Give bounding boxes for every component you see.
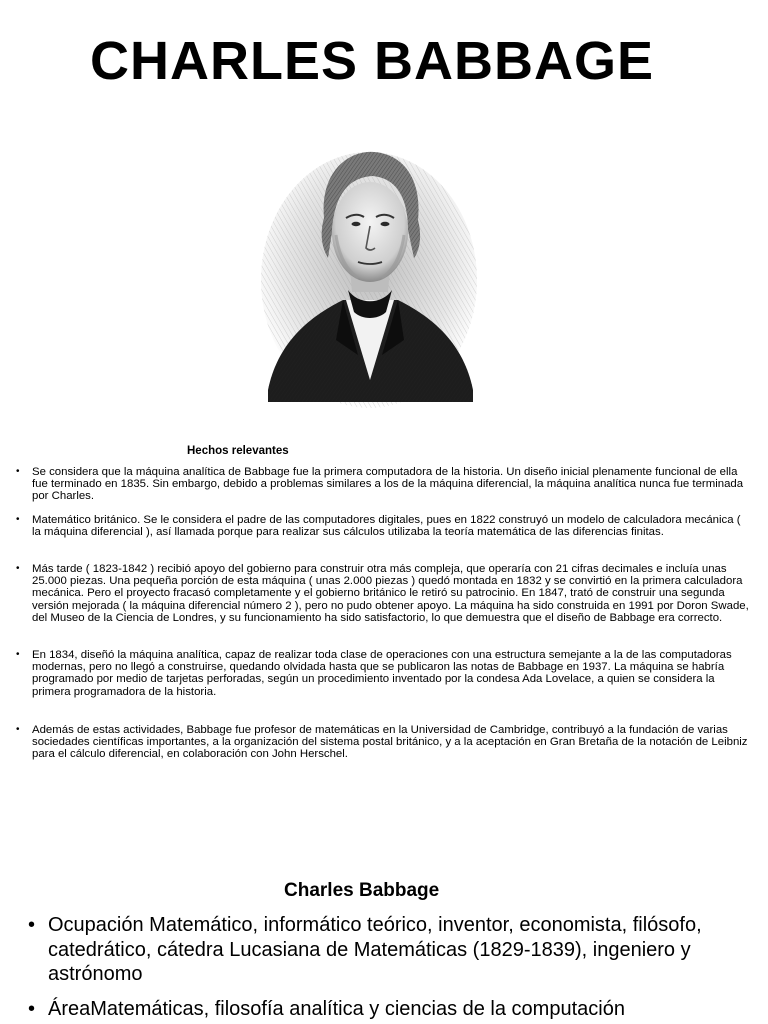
bullet-icon: •	[16, 513, 20, 525]
list-item	[28, 913, 740, 987]
list-item	[14, 563, 750, 624]
list-item	[14, 514, 750, 538]
list-item-text: Matemático británico. Se le considera el padre de las computadores digitales, pues en 1822 construyó un modelo de calculadora mecánica ( la máquina diferencial ), así llamada porque para realizar sus cálculos utilizaba la teoría matemática de las diferencias finitas.	[32, 513, 741, 538]
occupation-text: Ocupación Matemático, informático teórico, inventor, economista, filósofo, catedrático, cátedra Lucasiana de Matemáticas (1829-1839), ingeniero y astrónomo	[48, 914, 702, 985]
bullet-icon: •	[16, 466, 20, 477]
profile-list	[28, 913, 740, 1021]
list-item-text: En 1834, diseñó la máquina analítica, capaz de realizar toda clase de operaciones con una estructura semejante a la de las computadoras modernas, pero no llegó a construirse, quedando olvidada hasta que se publicaron las notas de Babbage en 1937. La máquina se habría programado por medio de tarjetas perforadas, según un procedimiento inventado por la condesa Ada Lovelace, a quien se considera la primera programadora de la historia.	[32, 649, 732, 698]
facts-heading: Hechos relevantes	[187, 445, 289, 457]
bullet-icon: •	[28, 914, 36, 936]
bullet-icon: •	[16, 649, 20, 661]
bullet-icon: •	[28, 997, 36, 1020]
facts-list	[14, 466, 750, 760]
bullet-icon: •	[16, 563, 20, 575]
bullet-icon: •	[16, 723, 20, 735]
list-item-text: Se considera que la máquina analítica de Babbage fue la primera computadora de la historia. Un diseño inicial plenamente funcional de ella fue terminado en 1835. Sin embargo, debido a problemas similares a los de la máquina diferencial, la máquina analítica nunca fue terminada por Charles.	[32, 466, 744, 503]
portrait-engraving	[258, 140, 480, 410]
list-item	[28, 997, 740, 1022]
list-item	[14, 466, 750, 503]
list-item	[14, 649, 750, 698]
field-text: ÁreaMatemáticas, filosofía analítica y ciencias de la computación	[48, 997, 625, 1020]
list-item	[14, 724, 750, 761]
list-item-text: Más tarde ( 1823-1842 ) recibió apoyo del gobierno para construir otra más compleja, que operaría con 21 cifras decimales e incluía unas 25.000 piezas. Una pequeña porción de esta máquina ( unas 2.000 piezas ) quedó montada en 1832 y se convirtió en la primera calculadora mecánica. Pero el proyecto fracasó completamente y el gobierno británico le retiró su patrocinio. En 1847, trató de construir una segunda versión mejorada ( la máquina diferencial número 2 ), pero no pudo obtener apoyo. La máquina ha sido construida en 1991 por Doron Swade, del Museo de la Ciencia de Londres, y su funcionamiento ha sido satisfactorio, lo que demuestra que el diseño de Babbage era correcto.	[32, 563, 749, 624]
profile-heading: Charles Babbage	[284, 880, 440, 901]
page-title: CHARLES BABBAGE	[90, 31, 655, 91]
list-item-text: Además de estas actividades, Babbage fue profesor de matemáticas en la Universidad de Cambridge, contribuyó a la fundación de varias sociedades científicas importantes, a la organización del sistema postal británico, y a la aceptación en Gran Bretaña de la notación de Leibniz para el cálculo diferencial, en colaboración con John Herschel.	[32, 723, 748, 761]
